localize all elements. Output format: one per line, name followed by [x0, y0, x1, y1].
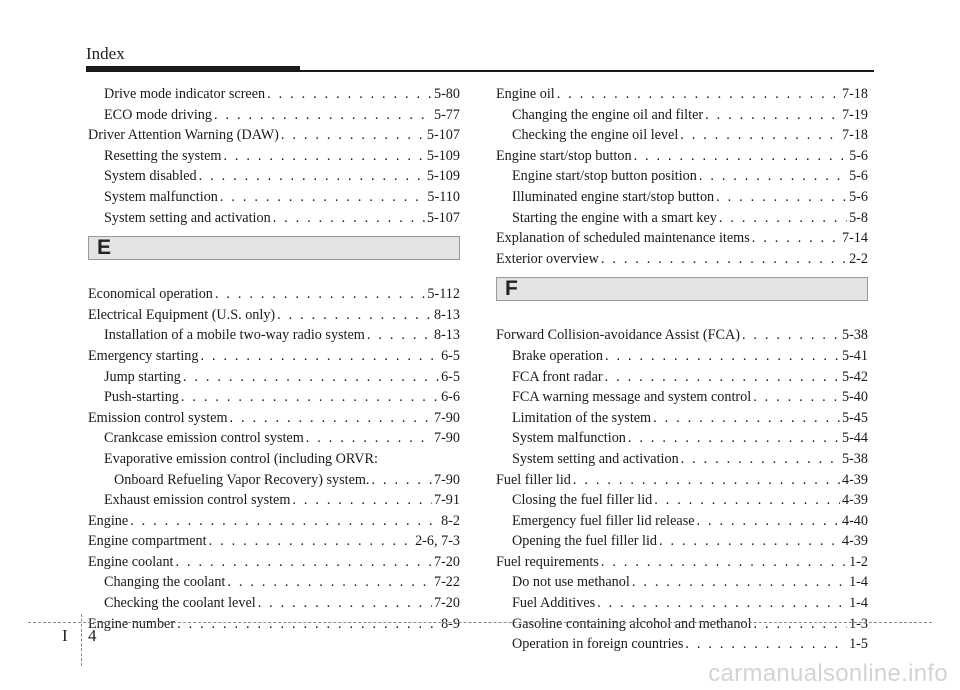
entry-text: Push-starting [104, 389, 179, 406]
index-entry [88, 305, 460, 326]
entry-text: System setting and activation [512, 450, 679, 467]
dot-leader [258, 593, 432, 614]
entry-page-ref: 6-5 [441, 368, 460, 385]
entry-text: System setting and activation [104, 209, 271, 226]
dot-leader [685, 634, 847, 655]
index-entry [88, 470, 460, 491]
entry-page-ref: 5-38 [841, 327, 868, 344]
entry-page-ref: 4-39 [841, 471, 868, 488]
dot-leader [209, 531, 413, 552]
dot-leader [230, 408, 432, 429]
index-entry [496, 634, 868, 655]
index-entry [496, 552, 868, 573]
dot-leader [200, 346, 439, 367]
index-entry [88, 593, 460, 614]
entry-text: Crankcase emission control system [104, 430, 304, 447]
entry-page-ref: 7-90 [433, 471, 460, 488]
entry-page-ref: 5-109 [426, 147, 460, 164]
index-entry [88, 511, 460, 532]
index-entry [88, 146, 460, 167]
entry-text: Illuminated engine start/stop button [512, 188, 715, 205]
entry-text: Engine start/stop button position [512, 168, 697, 185]
dot-leader [214, 105, 432, 126]
entry-page-ref: 5-45 [841, 409, 868, 426]
dot-leader [719, 208, 847, 229]
index-entry [496, 166, 868, 187]
entry-text: Do not use methanol [512, 574, 630, 591]
index-entry [88, 166, 460, 187]
entry-text: Operation in foreign countries [512, 636, 684, 653]
dot-leader [292, 490, 432, 511]
dot-leader [681, 449, 840, 470]
index-entry [496, 593, 868, 614]
index-entry [496, 125, 868, 146]
dot-leader [573, 470, 840, 491]
entry-text: Resetting the system [104, 147, 222, 164]
index-entry [496, 408, 868, 429]
entry-page-ref: 6-5 [441, 347, 460, 364]
index-entry [88, 449, 460, 470]
index-entry [88, 408, 460, 429]
page-number: 4 [88, 626, 97, 645]
dot-leader [367, 325, 432, 346]
dot-leader [223, 146, 424, 167]
entry-text: Changing the coolant [104, 574, 226, 591]
entry-page-ref: 5-110 [427, 188, 460, 205]
entry-page-ref: 7-20 [433, 595, 460, 612]
dot-leader [601, 249, 847, 270]
entry-page-ref: 5-107 [426, 209, 460, 226]
entry-page-ref: 2-2 [849, 250, 868, 267]
entry-text: Emergency fuel filler lid release [512, 512, 695, 529]
entry-text: Exhaust emission control system [104, 492, 291, 509]
dot-leader [628, 428, 840, 449]
dot-leader [632, 572, 847, 593]
entry-page-ref: 1-4 [849, 574, 868, 591]
index-entry [496, 449, 868, 470]
dot-leader [634, 146, 848, 167]
entries-left-top [88, 84, 460, 228]
entry-text: Starting the engine with a smart key [512, 209, 717, 226]
index-entry [496, 531, 868, 552]
entry-text: System malfunction [104, 188, 218, 205]
index-entry [88, 367, 460, 388]
index-entry [496, 511, 868, 532]
entry-text: Checking the engine oil level [512, 127, 679, 144]
index-entry [88, 84, 460, 105]
entry-text: FCA warning message and system control [512, 389, 752, 406]
entry-text: Changing the engine oil and filter [512, 106, 704, 123]
entry-page-ref: 5-107 [426, 127, 460, 144]
entry-text: Economical operation [88, 286, 213, 303]
entry-page-ref: 5-8 [849, 209, 868, 226]
section-bar-f [496, 277, 868, 301]
index-entry [496, 490, 868, 511]
entry-text: Limitation of the system [512, 409, 652, 426]
dot-leader [371, 470, 432, 491]
dot-leader [183, 367, 439, 388]
index-entry [496, 346, 868, 367]
section-bar-e [88, 236, 460, 260]
entry-page-ref: 7-91 [433, 492, 460, 509]
dot-leader [742, 325, 840, 346]
entry-page-ref: 7-20 [433, 553, 460, 570]
index-entry [496, 187, 868, 208]
index-entry [88, 428, 460, 449]
index-entry [88, 208, 460, 229]
entry-page-ref: 7-18 [841, 127, 868, 144]
entry-text: Jump starting [104, 368, 181, 385]
index-entry [88, 387, 460, 408]
entry-text: Fuel Additives [512, 595, 596, 612]
dot-leader [273, 208, 425, 229]
entry-text: Checking the coolant level [104, 595, 256, 612]
entries-right-section [496, 325, 868, 655]
index-entry [88, 105, 460, 126]
entry-text: Engine coolant [88, 553, 174, 570]
entry-page-ref: 5-38 [841, 450, 868, 467]
entry-page-ref: 1-5 [849, 636, 868, 653]
entry-page-ref: 8-9 [441, 615, 460, 632]
dot-leader [653, 408, 840, 429]
entry-text: Exterior overview [496, 250, 599, 267]
dot-leader [215, 284, 426, 305]
entry-text: Evaporative emission control (including ORVR: [104, 450, 378, 467]
entry-text: Engine oil [496, 86, 555, 102]
entry-text: Engine compartment [88, 533, 207, 550]
dot-leader [597, 593, 847, 614]
entry-page-ref: 1-4 [849, 595, 868, 612]
entry-page-ref: 7-18 [841, 86, 868, 102]
entry-text: Emission control system [88, 409, 228, 426]
index-entry [88, 614, 460, 635]
entry-text: Driver Attention Warning (DAW) [88, 127, 279, 144]
dot-leader [277, 305, 432, 326]
index-entry [88, 490, 460, 511]
entry-text: Forward Collision-avoidance Assist (FCA) [496, 327, 740, 344]
entry-page-ref: 5-42 [841, 368, 868, 385]
section-letter: F [505, 277, 518, 301]
page-title: Index [86, 44, 125, 63]
index-entry [496, 105, 868, 126]
entry-page-ref: 5-6 [849, 168, 868, 185]
entries-right-top [496, 84, 868, 269]
entry-page-ref: 4-40 [841, 512, 868, 529]
index-entry [88, 284, 460, 305]
entry-page-ref: 7-90 [433, 409, 460, 426]
index-entry [496, 325, 868, 346]
index-entry [496, 428, 868, 449]
section-letter: E [97, 236, 112, 260]
entry-text: Engine [88, 512, 129, 529]
dot-leader [601, 552, 847, 573]
entry-page-ref: 8-2 [441, 512, 460, 529]
entry-page-ref: 1-3 [849, 615, 868, 632]
dot-leader [605, 367, 840, 388]
index-entry [496, 470, 868, 491]
dot-leader [227, 572, 432, 593]
watermark: carmanualsonline.info [708, 660, 948, 687]
entry-page-ref: 4-39 [841, 533, 868, 550]
dot-leader [680, 125, 840, 146]
entry-page-ref: 7-19 [841, 106, 868, 123]
entry-page-ref: 5-77 [433, 106, 460, 123]
dot-leader [281, 125, 425, 146]
entry-text: Gasoline containing alcohol and methanol [512, 615, 752, 632]
entry-text: FCA front radar [512, 368, 603, 385]
dot-leader [176, 552, 432, 573]
entry-text: Emergency starting [88, 347, 199, 364]
entry-page-ref: 5-80 [433, 86, 460, 102]
entry-page-ref: 7-14 [841, 230, 868, 247]
dot-leader [220, 187, 426, 208]
index-entry [496, 387, 868, 408]
dot-leader [654, 490, 840, 511]
dot-leader [306, 428, 432, 449]
entry-text: Closing the fuel filler lid [512, 492, 653, 509]
dot-leader [181, 387, 439, 408]
dot-leader [699, 166, 847, 187]
index-entry [88, 572, 460, 593]
index-entry [88, 325, 460, 346]
footer-section-letter: I [62, 626, 68, 645]
entry-text: Electrical Equipment (U.S. only) [88, 306, 276, 323]
entry-text: ECO mode driving [104, 106, 212, 123]
dot-leader [177, 614, 439, 635]
index-entry [88, 125, 460, 146]
index-entry [88, 346, 460, 367]
entry-text: Onboard Refueling Vapor Recovery) system. [114, 471, 370, 488]
entry-page-ref: 5-112 [427, 286, 460, 303]
header-rule [86, 70, 874, 72]
index-column-right [496, 84, 868, 655]
dot-leader [716, 187, 847, 208]
entry-page-ref: 5-6 [849, 147, 868, 164]
footer-rule [28, 622, 932, 623]
index-entry [496, 367, 868, 388]
entry-text: Explanation of scheduled maintenance items [496, 230, 750, 247]
entry-text: Opening the fuel filler lid [512, 533, 657, 550]
entry-text: Drive mode indicator screen [104, 86, 266, 102]
dot-leader [130, 511, 439, 532]
index-entry [496, 572, 868, 593]
index-entry [88, 552, 460, 573]
entry-page-ref: 5-41 [841, 347, 868, 364]
dot-leader [754, 614, 848, 635]
entry-text: Engine start/stop button [496, 147, 632, 164]
entry-text: Installation of a mobile two-way radio system [104, 327, 365, 344]
entry-page-ref: 8-13 [433, 327, 460, 344]
index-column-left [88, 84, 460, 634]
index-entry [496, 614, 868, 635]
entry-text: Fuel filler lid [496, 471, 571, 488]
dot-leader [697, 511, 840, 532]
index-entry [496, 146, 868, 167]
entry-page-ref: 2-6, 7-3 [415, 533, 460, 550]
entry-page-ref: 5-40 [841, 389, 868, 406]
dot-leader [752, 228, 840, 249]
dot-leader [199, 166, 425, 187]
index-entry [88, 531, 460, 552]
entry-page-ref: 1-2 [849, 553, 868, 570]
entry-page-ref: 4-39 [841, 492, 868, 509]
entry-page-ref: 7-90 [433, 430, 460, 447]
dot-leader [659, 531, 840, 552]
entry-page-ref: 5-44 [841, 430, 868, 447]
entry-text: System disabled [104, 168, 197, 185]
entry-page-ref: 7-22 [433, 574, 460, 591]
index-entry [496, 249, 868, 270]
entry-text: Brake operation [512, 347, 603, 364]
dot-leader [705, 105, 840, 126]
dot-leader [753, 387, 840, 408]
index-entry [496, 84, 868, 105]
entry-page-ref: 5-109 [426, 168, 460, 185]
entry-page-ref: 5-6 [849, 188, 868, 205]
index-entry [496, 208, 868, 229]
index-entry [88, 187, 460, 208]
index-entry [496, 228, 868, 249]
entry-text: System malfunction [512, 430, 626, 447]
entry-page-ref: 8-13 [433, 306, 460, 323]
dot-leader [267, 84, 432, 105]
dot-leader [605, 346, 840, 367]
dot-leader [557, 84, 840, 105]
entry-text: Fuel requirements [496, 553, 599, 570]
entries-left-section [88, 284, 460, 634]
footer-divider [81, 614, 82, 666]
entry-page-ref: 6-6 [441, 389, 460, 406]
entry-text: Engine number [88, 615, 176, 632]
